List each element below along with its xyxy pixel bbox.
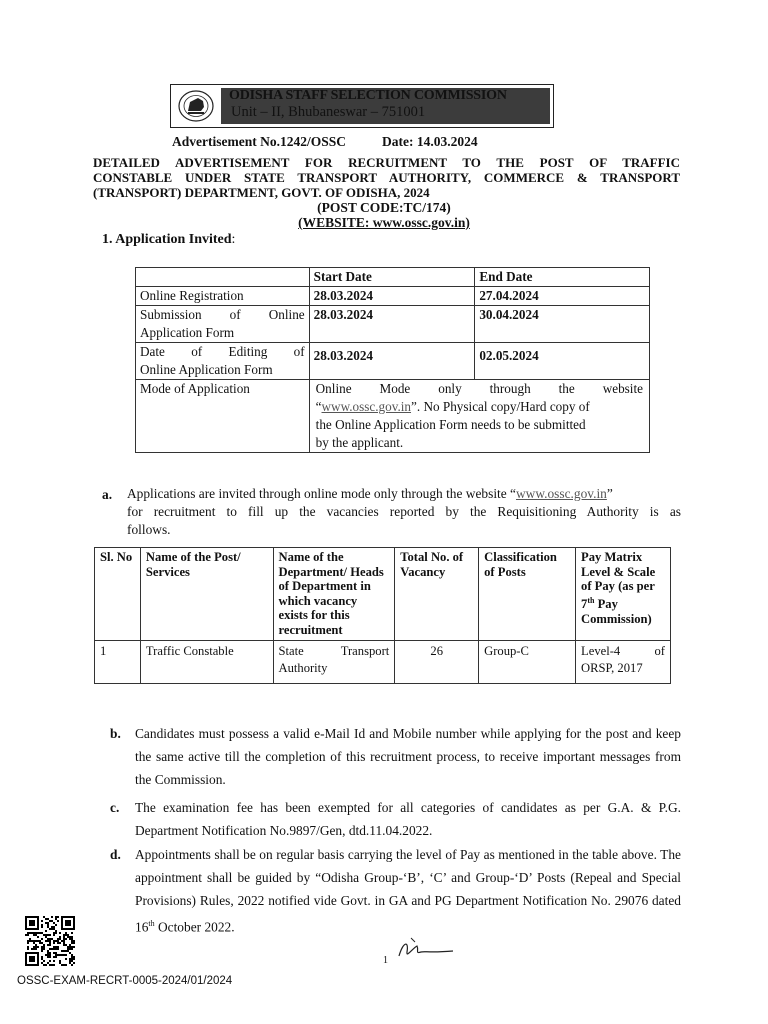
start-date: 28.03.2024 [309,343,475,380]
para-b-label: b. [110,726,121,741]
para-c-label: c. [110,800,120,815]
org-address: Unit – II, Bhubaneswar – 751001 [231,104,426,120]
start-date: 28.03.2024 [309,306,475,343]
cell-sl: 1 [95,640,141,683]
odisha-emblem-icon [171,85,221,127]
column-header-total: Total No. of Vacancy [395,548,479,641]
qr-code [25,916,75,966]
cell-total: 26 [395,640,479,683]
column-header-class: Classification of Posts [479,548,576,641]
column-header-post: Name of the Post/ Services [140,548,273,641]
para-d-label: d. [110,847,121,862]
ossc-website-link[interactable]: www.ossc.gov.in [321,399,412,414]
cell-dept: State Transport Authority [273,640,395,683]
column-header-dept: Name of the Department/ Heads of Department in which vacancy exists for this recruitment [273,548,395,641]
para-a-text: Applications are invited through online mode only through the website “www.ossc.gov.in” for recruitment to fill up the vacancies reported by the Requisitioning Authority is as follows. [127,486,681,537]
row-label: Submission of Online Application Form [136,306,310,343]
advert-date: Date: 14.03.2024 [382,134,478,149]
start-date: 28.03.2024 [309,287,475,306]
table-row [136,306,650,343]
table-row [136,380,650,453]
advert-title-line-3: (TRANSPORT) DEPARTMENT, GOVT. OF ODISHA, 2024 [93,185,430,200]
letterhead-banner [170,84,554,128]
vacancy-table [94,547,671,684]
document-code: OSSC-EXAM-RECRT-0005-2024/01/2024 [17,975,233,987]
advert-title-line-2: CONSTABLE UNDER STATE TRANSPORT AUTHORITY, COMMERCE & TRANSPORT [93,170,680,185]
advert-title-line-1: DETAILED ADVERTISEMENT FOR RECRUITMENT TO THE POST OF TRAFFIC [93,155,680,170]
website-line: (WEBSITE: www.ossc.gov.in) [298,215,470,230]
column-header-sl: Sl. No [95,548,141,641]
post-code: (POST CODE:TC/174) [317,200,451,215]
cell-post: Traffic Constable [140,640,273,683]
para-d-text: Appointments shall be on regular basis carrying the level of Pay as mentioned in the table above. The appointment shall be guided by “Odisha Group-‘B’, ‘C’ and Group-‘D’ Posts (Repeal and Special Provisions) Rules, 2022 notified vide Govt. in GA and PG Department Notification No. 29076 dated 16th October 2022. [135,847,681,935]
column-header-end: End Date [475,268,650,287]
org-name: ODISHA STAFF SELECTION COMMISSION [229,88,507,103]
end-date: 02.05.2024 [475,343,650,380]
para-b-text: Candidates must possess a valid e-Mail Id and Mobile number while applying for the post and keep the same active till the completion of this recruitment process, to receive important messages from the Commission. [135,726,681,787]
schedule-table [135,267,650,453]
mode-description: Online Mode only through the website “www.ossc.gov.in”. No Physical copy/Hard copy of the Online Application Form needs to be submitted by the applicant. [309,380,649,453]
ossc-website-link[interactable]: www.ossc.gov.in [516,486,607,501]
cell-class: Group-C [479,640,576,683]
end-date: 27.04.2024 [475,287,650,306]
column-header-start: Start Date [309,268,475,287]
row-label: Mode of Application [136,380,310,453]
cell-pay: Level-4 of ORSP, 2017 [576,640,671,683]
column-header-pay: Pay Matrix Level & Scale of Pay (as per 7th Pay Commission) [576,548,671,641]
section-1-heading: 1. Application Invited: [102,232,236,247]
advert-number: Advertisement No.1242/OSSC [172,134,346,149]
table-row [136,268,650,287]
table-cell [136,268,310,287]
row-label: Online Registration [136,287,310,306]
signature [393,934,463,964]
row-label: Date of Editing of Online Application Form [136,343,310,380]
para-a-label: a. [102,487,113,502]
table-row [136,287,650,306]
table-row [95,548,671,641]
para-c-text: The examination fee has been exempted for all categories of candidates as per G.A. & P.G. Department Notification No.9897/Gen, dtd.11.04.2022. [135,800,681,838]
end-date: 30.04.2024 [475,306,650,343]
table-row [95,640,671,683]
table-row [136,343,650,380]
page-number: 1 [383,955,388,966]
